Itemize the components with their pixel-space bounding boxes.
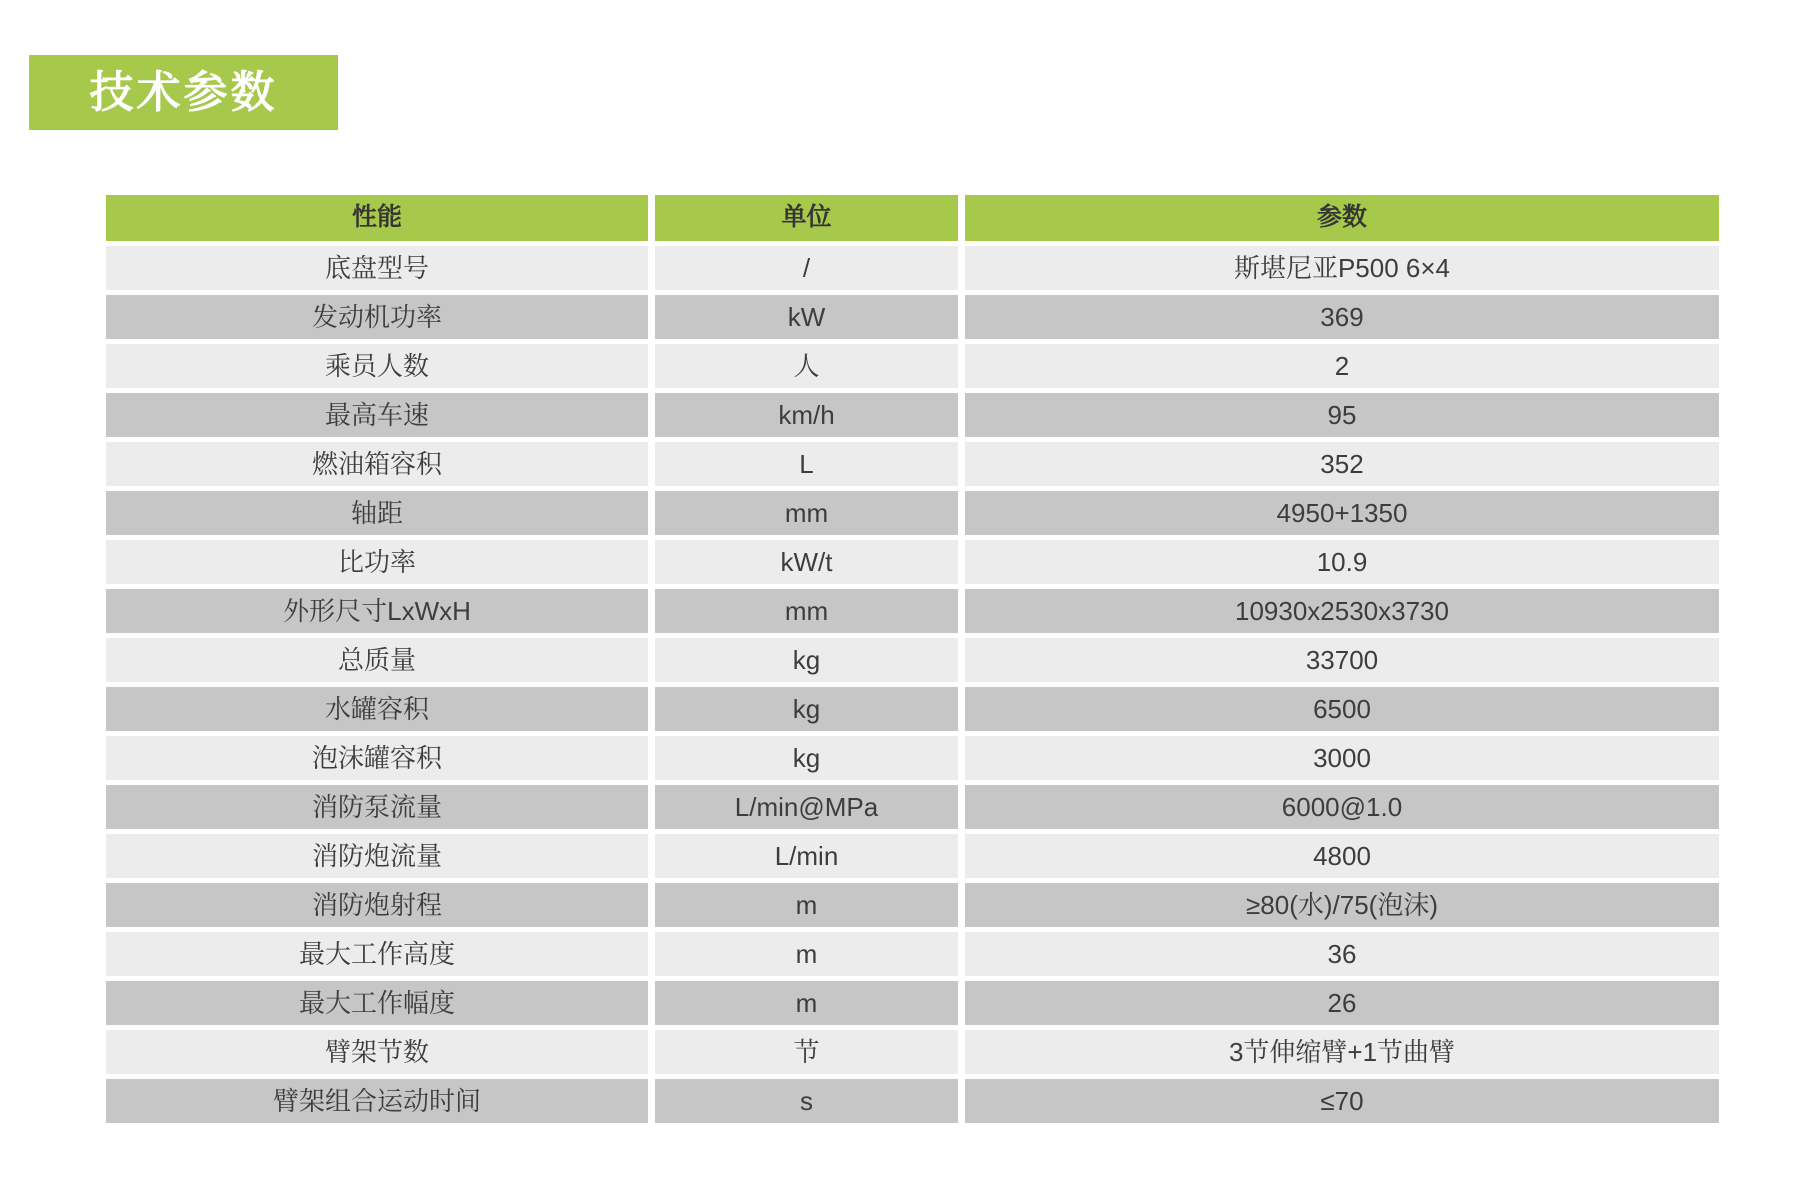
spec-feature-cell: 消防泵流量 <box>106 785 648 829</box>
spec-value-cell: 3000 <box>965 736 1719 780</box>
spec-unit-cell: m <box>655 883 958 927</box>
spec-unit-cell: m <box>655 932 958 976</box>
spec-value-cell: 斯堪尼亚P500 6×4 <box>965 246 1719 290</box>
spec-feature-cell: 泡沫罐容积 <box>106 736 648 780</box>
section-title-banner <box>29 55 338 130</box>
spec-unit-cell: 节 <box>655 1030 958 1074</box>
spec-unit-cell: mm <box>655 589 958 633</box>
spec-table <box>106 195 1719 1123</box>
spec-feature-cell: 乘员人数 <box>106 344 648 388</box>
spec-value-cell: 95 <box>965 393 1719 437</box>
spec-unit-cell: L/min@MPa <box>655 785 958 829</box>
spec-value-cell: ≤70 <box>965 1079 1719 1123</box>
column-header-performance: 性能 <box>106 195 648 241</box>
spec-value-cell: 4950+1350 <box>965 491 1719 535</box>
column-header-unit: 单位 <box>655 195 958 241</box>
spec-feature-cell: 最高车速 <box>106 393 648 437</box>
spec-feature-cell: 比功率 <box>106 540 648 584</box>
spec-feature-cell: 燃油箱容积 <box>106 442 648 486</box>
spec-value-cell: 36 <box>965 932 1719 976</box>
spec-feature-cell: 臂架节数 <box>106 1030 648 1074</box>
spec-value-cell: 2 <box>965 344 1719 388</box>
spec-value-cell: 33700 <box>965 638 1719 682</box>
spec-unit-cell: kg <box>655 687 958 731</box>
column-header-parameter: 参数 <box>965 195 1719 241</box>
spec-feature-cell: 最大工作幅度 <box>106 981 648 1025</box>
spec-feature-cell: 底盘型号 <box>106 246 648 290</box>
spec-unit-cell: kg <box>655 736 958 780</box>
spec-value-cell: 352 <box>965 442 1719 486</box>
spec-feature-cell: 消防炮射程 <box>106 883 648 927</box>
spec-unit-cell: kW/t <box>655 540 958 584</box>
spec-feature-cell: 发动机功率 <box>106 295 648 339</box>
spec-feature-cell: 臂架组合运动时间 <box>106 1079 648 1123</box>
spec-feature-cell: 消防炮流量 <box>106 834 648 878</box>
spec-feature-cell: 总质量 <box>106 638 648 682</box>
spec-unit-cell: / <box>655 246 958 290</box>
spec-feature-cell: 轴距 <box>106 491 648 535</box>
spec-value-cell: 10930x2530x3730 <box>965 589 1719 633</box>
spec-value-cell: 3节伸缩臂+1节曲臂 <box>965 1030 1719 1074</box>
spec-value-cell: 4800 <box>965 834 1719 878</box>
spec-unit-cell: mm <box>655 491 958 535</box>
spec-value-cell: ≥80(水)/75(泡沫) <box>965 883 1719 927</box>
spec-unit-cell: L/min <box>655 834 958 878</box>
spec-unit-cell: s <box>655 1079 958 1123</box>
spec-value-cell: 6500 <box>965 687 1719 731</box>
spec-value-cell: 369 <box>965 295 1719 339</box>
section-title: 技术参数 <box>89 67 278 117</box>
spec-value-cell: 26 <box>965 981 1719 1025</box>
spec-feature-cell: 最大工作高度 <box>106 932 648 976</box>
spec-unit-cell: kW <box>655 295 958 339</box>
spec-unit-cell: m <box>655 981 958 1025</box>
spec-unit-cell: 人 <box>655 344 958 388</box>
spec-feature-cell: 外形尺寸LxWxH <box>106 589 648 633</box>
spec-unit-cell: L <box>655 442 958 486</box>
spec-value-cell: 6000@1.0 <box>965 785 1719 829</box>
spec-unit-cell: km/h <box>655 393 958 437</box>
spec-unit-cell: kg <box>655 638 958 682</box>
spec-feature-cell: 水罐容积 <box>106 687 648 731</box>
spec-value-cell: 10.9 <box>965 540 1719 584</box>
